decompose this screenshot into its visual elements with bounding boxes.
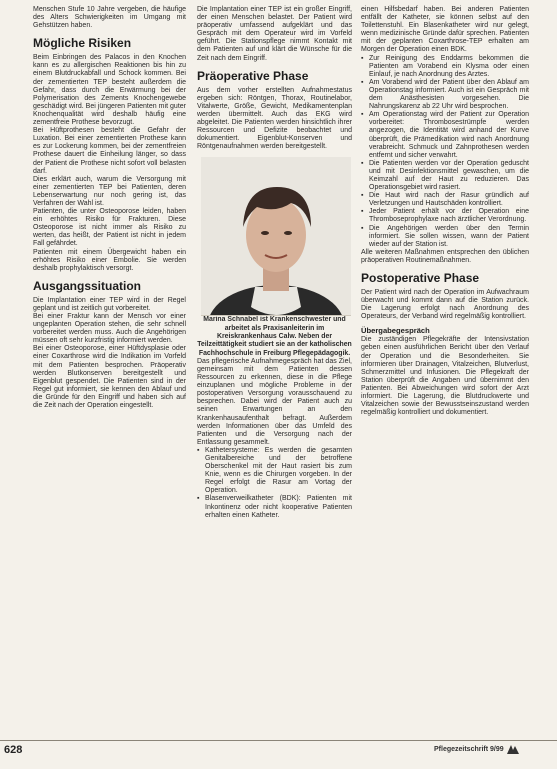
heading-starting-situation: Ausgangssituation bbox=[33, 278, 142, 293]
risks-paragraph-4: Patienten, die unter Osteoporose leiden, haben ein erhöhtes Risiko für Frakturen. Diese Osteoporose ist nicht immer als Risiko zu werten, das heißt, der Patient ist nicht in jedem Fall gefährdet. bbox=[33, 208, 186, 248]
author-photo bbox=[201, 157, 351, 316]
journal-name: Pflegezeitschrift 9/99 bbox=[434, 746, 504, 753]
risks-paragraph-5: Patienten mit einem Übergewicht haben ein erhöhtes Risiko einer Embolie. Sie werden deshalb prophylaktisch versorgt. bbox=[33, 248, 186, 272]
col3-intro-text: einen Hilfsbedarf haben. Bei anderen Patienten entfällt der Katheter, sie können selbst auf den Toilettenstuhl. Ein Blasenkatheter wird nur gelegt, wenn medizinische Gründe dafür sprechen. Patienten mit der geplanten Coxarthrose-TEP erhalten am Morgen der Operation einen BDK. bbox=[361, 6, 529, 54]
column-left bbox=[33, 6, 186, 410]
preop-paragraph-1: Aus dem vorher erstellten Aufnahmestatus ergeben sich: Röntgen, Thorax, Routinelabor, Vitalwerte, Größe, Gewicht, Medikamentenplan werden übermittelt. Auch das EKG wird abgeleitet. Die Patienten werden hinsichtlich ihrer Ressourcen und Defizite beobachtet und dokumentiert. Eigenblut-Konserven und Röntgenaufnahmen werden bereitgestellt. bbox=[197, 86, 352, 151]
preop-paragraph-2: Das pflegerische Aufnahmegespräch hat das Ziel, gemeinsam mit dem Patienten dessen Ressourcen zu erkennen, diese in die Pflege einzuplanen und mögliche Probleme in der postoperativen Versorgung vorausschauend zu besprechen. Dabei wird der Patient auch zu seinen Erwartungen an den Krankenhausaufenthalt befragt. Außerdem werden Informationen über das Umfeld des Patienten und die Versorgung nach der Entlassung gesammelt. bbox=[197, 357, 352, 446]
preop-list bbox=[197, 447, 352, 520]
column-middle bbox=[197, 6, 352, 520]
list-item: ▪ Die Patienten werden vor der Operation geduscht und mit Desinfektionsmittel gewaschen, um die Keimzahl auf der Haut zu reduzieren. Das Operationsgebiet wird rasiert. bbox=[361, 160, 529, 192]
risks-paragraph-1: Beim Einbringen des Palacos in den Knochen kann es zu allergischen Reaktionen bis hin zu einem Blutdruckabfall und Schock kommen. Bei der zementierten TEP besteht außerdem die Gefahr, dass durch die Erwärmung bei der Polymerisation des Zements Knochengewebe geschädigt wird. Bei jüngeren Patienten mit guter Knochenqualität wird deshalb häufig eine zementfreie Prothese bevorzugt. bbox=[33, 54, 186, 127]
list-item: ▪ Jeder Patient erhält vor der Operation eine Thromboseprophylaxe nach ärztlicher Verordnung. bbox=[361, 208, 529, 224]
list-item: ▪ Die Angehörigen werden über den Termin informiert. Sie sollen wissen, wann der Patient wieder auf der Station ist. bbox=[361, 225, 529, 249]
heading-handover: Übergabegespräch bbox=[361, 326, 430, 336]
photo-caption: Marina Schnabel ist Krankenschwester und arbeitet als Praxisanleiterin im Kreiskrankenhaus Calw. Neben der Teilzeittätigkeit studiert sie an der katholischen Fachhochschule in Freiburg Pflegepädagogik. bbox=[197, 316, 352, 357]
preparation-list bbox=[361, 55, 529, 249]
start-paragraph-2: Bei einer Fraktur kann der Mensch vor einer ungeplanten Operation stehen, die sehr schnell vorbereitet werden muss. Auch die Angehörigen müssen oft sehr kurzfristig informiert werden. bbox=[33, 313, 186, 345]
postop-paragraph-1: Der Patient wird nach der Operation im Aufwachraum überwacht und kommt dann auf die Station zurück. Die Lagerung erfolgt nach Anordnung des Operateurs, der Verband wird regelmäßig kontrolliert. bbox=[361, 289, 529, 321]
author-portrait-image bbox=[201, 157, 351, 315]
list-item: ▪ Zur Reinigung des Enddarms bekommen die Patienten am Vorabend ein Klysma oder einen Einlauf, je nach Anordnung des Arztes. bbox=[361, 55, 529, 79]
page-footer bbox=[0, 740, 557, 760]
journal-logo-icon bbox=[506, 743, 520, 755]
list-item: ▪ Kathetersysteme: Es werden die gesamten Genitalbereiche und der betroffene Oberschenkel mit der Haut rasiert bis zum Knie, wenn es die Chirurgen vorgeben. In der Regel erfolgt die Rasur am Vortag der Operation. bbox=[197, 447, 352, 496]
start-paragraph-3: Bei einer Osteoporose, einer Hüftdysplasie oder einer Coxarthrose wird die Indikation im Vorfeld mit dem Patienten besprochen. Präoperativ werden Blutkonserven bereitgestellt und Eigenblut gespendet. Die Patienten sind in der Regel gut informiert, sie kennen den Ablauf und die Gründe für den Eingriff und haben sich auf die Zeit nach der Operation eingestellt. bbox=[33, 345, 186, 410]
list-item: ▪ Die Haut wird nach der Rasur gründlich auf Verletzungen und Hautschäden kontrolliert. bbox=[361, 192, 529, 208]
list-item: ▪ Am Vorabend wird der Patient über den Ablauf am Operationstag informiert. Auch ist ein Gespräch mit dem Anästhesisten vorgesehen. Die Nahrungskarenz ab 22 Uhr wird besprochen. bbox=[361, 79, 529, 111]
risks-paragraph-3: Dies erklärt auch, warum die Versorgung mit einer zementierten TEP bei Patienten, deren Lebenserwartung nur noch gering ist, das Verfahren der Wahl ist. bbox=[33, 175, 186, 207]
column-right bbox=[361, 6, 529, 417]
start-paragraph-1: Die Implantation einer TEP wird in der Regel geplant und ist zeitlich gut vorbereitet. bbox=[33, 296, 186, 312]
heading-risks: Mögliche Risiken bbox=[33, 36, 132, 51]
list-item: ▪ Am Operationstag wird der Patient zur Operation vorbereitet: Thrombosestrümpfe werden angezogen, die Identität wird anhand der Kurve überprüft, die Prämedikation wird nach Anordnung verabreicht. Schmuck und Zahnprothesen werden entfernt und sicher verwahrt. bbox=[361, 111, 529, 160]
col3-outro-text: Alle weiteren Maßnahmen entsprechen den üblichen präoperativen Routinemaßnahmen. bbox=[361, 248, 529, 264]
page-number: 628 bbox=[4, 744, 23, 756]
list-item: ▪ Blasenverweilkatheter (BDK): Patienten mit Inkontinenz oder nicht kooperative Patienten erhalten einen Katheter. bbox=[197, 495, 352, 519]
footer-divider bbox=[0, 740, 557, 741]
heading-preoperative-phase: Präoperative Phase bbox=[197, 68, 309, 83]
col1-intro-text: Menschen Stufe 10 Jahre vergeben, die häufige des Alters Schwierigkeiten im Umgang mit Gehstützen haben. bbox=[33, 6, 186, 30]
heading-postoperative-phase: Postoperative Phase bbox=[361, 271, 480, 285]
col2-intro-text: Die Implantation einer TEP ist ein großer Eingriff, der einen Menschen belastet. Der Patient wird präoperativ umfassend aufgeklärt und das Gespräch mit dem Operateur wird im Vorfeld geführt. Die Stationspflege nimmt Kontakt mit dem Patienten auf und klärt die Wünsche für die Zeit nach dem Eingriff. bbox=[197, 6, 352, 62]
risks-paragraph-2: Bei Hüftprothesen besteht die Gefahr der Luxation. Bei einer zementierten Prothese kann es zur Lockerung kommen, bei der zementfreien Prothese dauert die Einheilung länger, so dass der Patient die Prothese nicht sofort voll belasten darf. bbox=[33, 127, 186, 175]
handover-paragraph-1: Die zuständigen Pflegekräfte der Intensivstation geben einen ausführlichen Bericht über den Verlauf der Operation und die Besonderheiten. Sie informieren über Drainagen, Vitalzeichen, Blutverlust, Schmerzmittel und Infusionen. Die Pflegekraft der Station überprüft die Angaben und übernimmt den Patienten. Bei Abweichungen wird sofort der Arzt informiert. Die Lagerung, die Blutdruckwerte und Vitalzeichen sowie der Bewusstseinszustand werden regelmäßig kontrolliert und dokumentiert. bbox=[361, 336, 529, 417]
